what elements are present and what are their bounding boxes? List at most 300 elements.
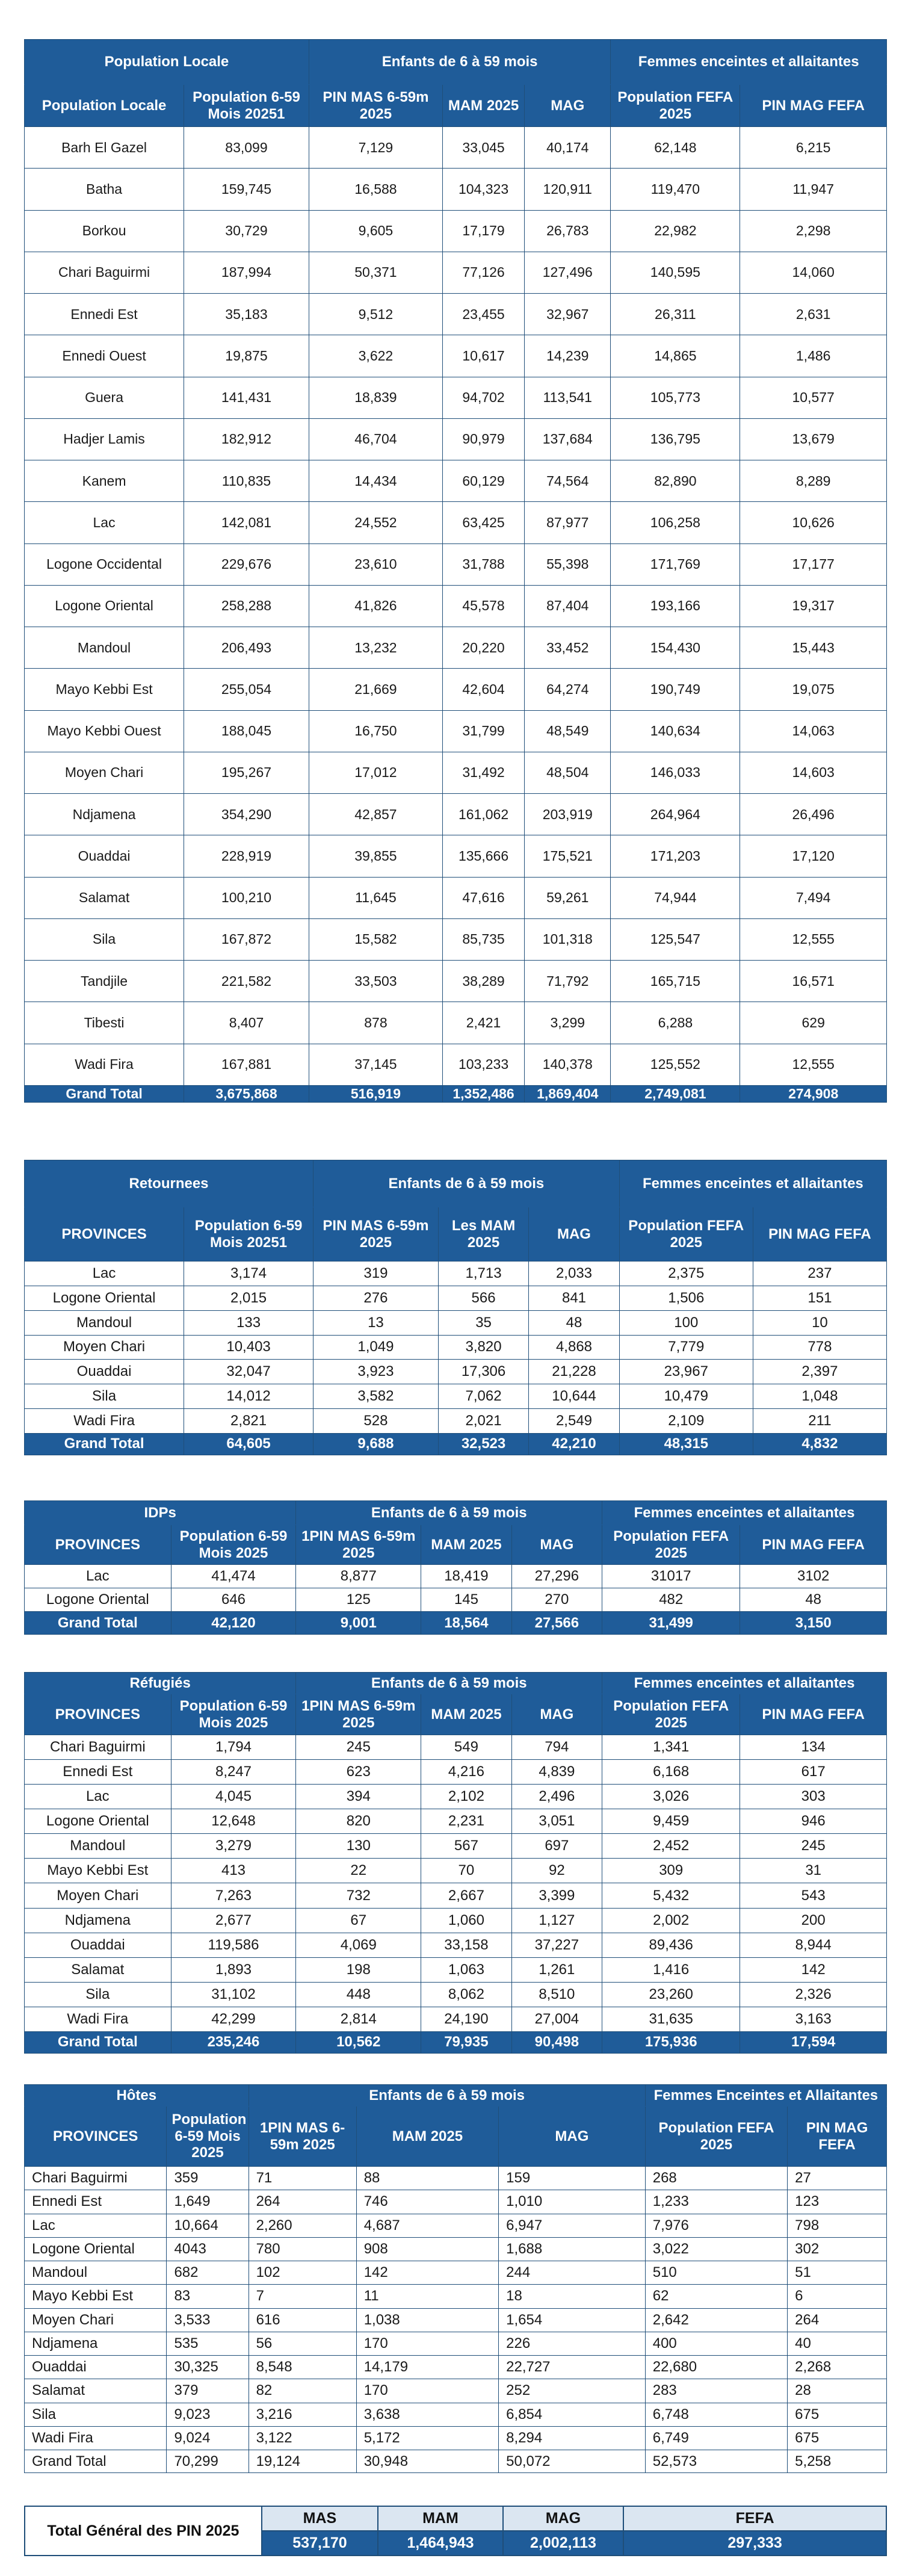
- table-cell: 7,779: [619, 1335, 753, 1360]
- table-cell: 268: [645, 2167, 787, 2190]
- table-cell: 3,533: [167, 2308, 249, 2332]
- table-cell: 24,552: [309, 502, 442, 543]
- row-label: Mayo Kebbi Est: [25, 1859, 171, 1883]
- table-cell: 10,479: [619, 1384, 753, 1409]
- table-cell: 10,403: [184, 1335, 313, 1360]
- table-cell: 35: [438, 1310, 528, 1335]
- table-cell: 154,430: [611, 627, 740, 669]
- table-cell: 7,494: [740, 877, 887, 918]
- table-cell: 7,062: [438, 1384, 528, 1409]
- row-label: Ennedi Est: [25, 294, 184, 335]
- row-label: Ndjamena: [25, 1908, 171, 1933]
- table-cell: 264: [249, 2190, 356, 2214]
- table-cell: 1,049: [313, 1335, 439, 1360]
- table-cell: 10,664: [167, 2214, 249, 2237]
- table-cell: 6,854: [499, 2403, 646, 2426]
- table-row: [25, 502, 887, 543]
- total-cell: 2,749,081: [611, 1085, 740, 1102]
- row-label: Mayo Kebbi Ouest: [25, 710, 184, 752]
- table-row: [25, 2426, 887, 2450]
- table-cell: 8,510: [511, 1982, 602, 2007]
- summary-header: MAG: [503, 2506, 623, 2531]
- column-header: PROVINCES: [25, 1694, 171, 1735]
- column-header: Population 6-59 Mois 2025: [171, 1694, 296, 1735]
- table-cell: 74,564: [525, 460, 611, 502]
- table-cell: 145: [421, 1588, 511, 1612]
- row-label: Lac: [25, 1785, 171, 1809]
- table-cell: 302: [788, 2237, 887, 2261]
- table-cell: 140,378: [525, 1044, 611, 1085]
- column-header: PROVINCES: [25, 1525, 171, 1565]
- table-row: [25, 335, 887, 377]
- table-cell: 42,857: [309, 794, 442, 835]
- table-cell: 67: [296, 1908, 421, 1933]
- total-cell: 10,562: [296, 2031, 421, 2053]
- column-header: MAG: [499, 2107, 646, 2167]
- table-cell: 7,129: [309, 127, 442, 169]
- table-cell: 102: [249, 2261, 356, 2285]
- column-header: PIN MAG FEFA: [740, 85, 887, 127]
- grand-total-row: [25, 1612, 887, 1635]
- table-cell: 379: [167, 2379, 249, 2403]
- table-cell: 19,075: [740, 669, 887, 710]
- table-cell: 2,260: [249, 2214, 356, 2237]
- table-cell: 101,318: [525, 918, 611, 960]
- row-label: Mandoul: [25, 2261, 167, 2285]
- column-header: PIN MAG FEFA: [788, 2107, 887, 2167]
- group-header-row: [25, 40, 887, 85]
- column-header: Les MAM 2025: [438, 1207, 528, 1262]
- table-cell: 1,654: [499, 2308, 646, 2332]
- table-cell: 22: [296, 1859, 421, 1883]
- table-row: [25, 2379, 887, 2403]
- table-cell: 110,835: [184, 460, 309, 502]
- total-cell: 1,869,404: [525, 1085, 611, 1102]
- table-cell: 188,045: [184, 710, 309, 752]
- table-cell: 60,129: [442, 460, 524, 502]
- table-cell: 33,452: [525, 627, 611, 669]
- table-row: [25, 877, 887, 918]
- table-cell: 2,677: [171, 1908, 296, 1933]
- table-cell: 8,407: [184, 1002, 309, 1044]
- table-cell: 1,893: [171, 1957, 296, 1982]
- table-cell: 14,603: [740, 752, 887, 793]
- table-cell: 908: [356, 2237, 498, 2261]
- table-cell: 11,645: [309, 877, 442, 918]
- table-cell: 245: [296, 1735, 421, 1760]
- table-cell: 2,631: [740, 294, 887, 335]
- table-cell: 6,288: [611, 1002, 740, 1044]
- column-header: Population FEFA 2025: [602, 1525, 740, 1565]
- table-cell: 142,081: [184, 502, 309, 543]
- table-cell: 2,298: [740, 210, 887, 252]
- table-cell: 125,552: [611, 1044, 740, 1085]
- table-cell: 170: [356, 2379, 498, 2403]
- table-cell: 3,163: [740, 2007, 887, 2031]
- table-cell: 2,814: [296, 2007, 421, 2031]
- table-cell: 841: [529, 1286, 619, 1310]
- table-row: [25, 961, 887, 1002]
- table-cell: 14,239: [525, 335, 611, 377]
- row-label: Wadi Fira: [25, 1409, 184, 1434]
- group-header: Retournees: [25, 1160, 313, 1207]
- table-cell: 283: [645, 2379, 787, 2403]
- table-cell: 20,220: [442, 627, 524, 669]
- total-cell: 64,605: [184, 1433, 313, 1455]
- total-label: Grand Total: [25, 1612, 171, 1635]
- table-row: [25, 1883, 887, 1908]
- total-label: Grand Total: [25, 2450, 167, 2473]
- table-row: [25, 1785, 887, 1809]
- table-cell: 3,174: [184, 1262, 313, 1286]
- table-cell: 17,306: [438, 1360, 528, 1384]
- table-cell: 63,425: [442, 502, 524, 543]
- table-row: [25, 543, 887, 585]
- table-row: [25, 710, 887, 752]
- table-cell: 13,679: [740, 418, 887, 460]
- table-cell: 19,317: [740, 585, 887, 627]
- table-row: [25, 1908, 887, 1933]
- table-cell: 167,872: [184, 918, 309, 960]
- table-row: [25, 2214, 887, 2237]
- group-header: Enfants de 6 à 59 mois: [313, 1160, 620, 1207]
- table-row: [25, 669, 887, 710]
- group-header-row: [25, 1160, 887, 1207]
- table-cell: 106,258: [611, 502, 740, 543]
- table-cell: 127,496: [525, 252, 611, 293]
- table-cell: 23,610: [309, 543, 442, 585]
- table-cell: 33,158: [421, 1933, 511, 1957]
- table-cell: 616: [249, 2308, 356, 2332]
- table-cell: 2,033: [529, 1262, 619, 1286]
- table-cell: 3102: [740, 1565, 887, 1588]
- table-cell: 38,289: [442, 961, 524, 1002]
- table-cell: 137,684: [525, 418, 611, 460]
- row-label: Sila: [25, 1982, 171, 2007]
- row-label: Logone Oriental: [25, 1286, 184, 1310]
- table-cell: 140,634: [611, 710, 740, 752]
- column-header-row: [25, 1207, 887, 1262]
- table-cell: 1,688: [499, 2237, 646, 2261]
- table-cell: 3,582: [313, 1384, 439, 1409]
- table-cell: 309: [602, 1859, 740, 1883]
- table-cell: 125: [296, 1588, 421, 1612]
- table-cell: 878: [309, 1002, 442, 1044]
- summary-value: 537,170: [262, 2531, 378, 2556]
- table-cell: 3,279: [171, 1834, 296, 1859]
- group-header: Femmes enceintes et allaitantes: [611, 40, 887, 85]
- total-cell: 18,564: [421, 1612, 511, 1635]
- table-cell: 4,839: [511, 1760, 602, 1785]
- table-cell: 1,486: [740, 335, 887, 377]
- table-cell: 22,680: [645, 2356, 787, 2379]
- table-row: [25, 2356, 887, 2379]
- total-cell: 30,948: [356, 2450, 498, 2473]
- table-cell: 3,026: [602, 1785, 740, 1809]
- table-cell: 1,048: [753, 1384, 886, 1409]
- table-cell: 510: [645, 2261, 787, 2285]
- table-cell: 4,069: [296, 1933, 421, 1957]
- table-cell: 6,749: [645, 2426, 787, 2450]
- table-cell: 354,290: [184, 794, 309, 835]
- table-cell: 31: [740, 1859, 887, 1883]
- column-header-row: [25, 85, 887, 127]
- table-cell: 4,216: [421, 1760, 511, 1785]
- table-cell: 946: [740, 1809, 887, 1834]
- table-cell: 31,799: [442, 710, 524, 752]
- table-retournees: [24, 1160, 887, 1455]
- column-header-row: [25, 1694, 887, 1735]
- table-cell: 11,947: [740, 169, 887, 210]
- row-label: Logone Oriental: [25, 1588, 171, 1612]
- table-cell: 229,676: [184, 543, 309, 585]
- table-cell: 32,047: [184, 1360, 313, 1384]
- table-cell: 9,023: [167, 2403, 249, 2426]
- table-cell: 105,773: [611, 377, 740, 418]
- table-cell: 206,493: [184, 627, 309, 669]
- table-cell: 2,109: [619, 1409, 753, 1434]
- column-header: 1PIN MAS 6-59m 2025: [249, 2107, 356, 2167]
- summary-header: MAS: [262, 2506, 378, 2531]
- table-cell: 62,148: [611, 127, 740, 169]
- table-cell: 14,179: [356, 2356, 498, 2379]
- total-cell: 274,908: [740, 1085, 887, 1102]
- table-cell: 48,549: [525, 710, 611, 752]
- table-cell: 16,588: [309, 169, 442, 210]
- table-cell: 37,227: [511, 1933, 602, 1957]
- table-cell: 6,947: [499, 2214, 646, 2237]
- table-cell: 56: [249, 2332, 356, 2355]
- column-header: MAG: [525, 85, 611, 127]
- group-header: Enfants de 6 à 59 mois: [249, 2085, 645, 2107]
- table-cell: 159: [499, 2167, 646, 2190]
- total-cell: 42,210: [529, 1433, 619, 1455]
- table-cell: 17,179: [442, 210, 524, 252]
- table-idps: [24, 1500, 887, 1634]
- total-cell: 3,675,868: [184, 1085, 309, 1102]
- row-label: Tandjile: [25, 961, 184, 1002]
- table-row: [25, 1982, 887, 2007]
- table-row: [25, 627, 887, 669]
- column-header: 1PIN MAS 6-59m 2025: [296, 1694, 421, 1735]
- table-cell: 2,102: [421, 1785, 511, 1809]
- total-cell: 52,573: [645, 2450, 787, 2473]
- summary-header: FEFA: [623, 2506, 886, 2531]
- row-label: Logone Oriental: [25, 1809, 171, 1834]
- total-cell: 5,258: [788, 2450, 887, 2473]
- total-cell: 235,246: [171, 2031, 296, 2053]
- row-label: Lac: [25, 2214, 167, 2237]
- summary-value: 297,333: [623, 2531, 886, 2556]
- total-cell: 48,315: [619, 1433, 753, 1455]
- table-cell: 4,687: [356, 2214, 498, 2237]
- row-label: Lac: [25, 502, 184, 543]
- row-label: Ennedi Ouest: [25, 335, 184, 377]
- table-row: [25, 835, 887, 877]
- row-label: Ouaddai: [25, 1360, 184, 1384]
- table-cell: 55,398: [525, 543, 611, 585]
- table-cell: 732: [296, 1883, 421, 1908]
- table-cell: 14,063: [740, 710, 887, 752]
- table-row: [25, 585, 887, 627]
- table-row: [25, 1859, 887, 1883]
- row-label: Ennedi Est: [25, 2190, 167, 2214]
- column-header: MAG: [511, 1525, 602, 1565]
- table-row: [25, 2332, 887, 2355]
- table-cell: 46,704: [309, 418, 442, 460]
- table-cell: 14,865: [611, 335, 740, 377]
- table-cell: 190,749: [611, 669, 740, 710]
- table-cell: 3,122: [249, 2426, 356, 2450]
- total-cell: 175,936: [602, 2031, 740, 2053]
- table-cell: 30,729: [184, 210, 309, 252]
- table-cell: 400: [645, 2332, 787, 2355]
- table-cell: 13: [313, 1310, 439, 1335]
- group-header: Réfugiés: [25, 1673, 296, 1694]
- row-label: Sila: [25, 918, 184, 960]
- column-header: Population 6-59 Mois 2025: [171, 1525, 296, 1565]
- table-cell: 31,635: [602, 2007, 740, 2031]
- table-cell: 23,455: [442, 294, 524, 335]
- table-cell: 10,617: [442, 335, 524, 377]
- table-cell: 2,421: [442, 1002, 524, 1044]
- table-cell: 59,261: [525, 877, 611, 918]
- row-label: Salamat: [25, 877, 184, 918]
- table-cell: 6: [788, 2285, 887, 2308]
- table-cell: 5,172: [356, 2426, 498, 2450]
- table-cell: 211: [753, 1409, 886, 1434]
- table-cell: 2,021: [438, 1409, 528, 1434]
- table-row: [25, 2167, 887, 2190]
- table-cell: 8,294: [499, 2426, 646, 2450]
- table-cell: 24,190: [421, 2007, 511, 2031]
- column-header: MAM 2025: [421, 1694, 511, 1735]
- row-label: Wadi Fira: [25, 2426, 167, 2450]
- table-cell: 14,434: [309, 460, 442, 502]
- total-label: Grand Total: [25, 1085, 184, 1102]
- group-header-row: [25, 2085, 887, 2107]
- table-cell: 48: [740, 1588, 887, 1612]
- row-label: Mandoul: [25, 1310, 184, 1335]
- table-cell: 33,045: [442, 127, 524, 169]
- table-cell: 83,099: [184, 127, 309, 169]
- row-label: Tibesti: [25, 1002, 184, 1044]
- table-row: [25, 377, 887, 418]
- row-label: Borkou: [25, 210, 184, 252]
- total-cell: 90,498: [511, 2031, 602, 2053]
- table-row: [25, 1809, 887, 1834]
- table-cell: 27,004: [511, 2007, 602, 2031]
- column-header: Population FEFA 2025: [611, 85, 740, 127]
- table-row: [25, 2190, 887, 2214]
- table-cell: 2,268: [788, 2356, 887, 2379]
- column-header-row: [25, 2107, 887, 2167]
- row-label: Wadi Fira: [25, 2007, 171, 2031]
- table-cell: 17,012: [309, 752, 442, 793]
- row-label: Wadi Fira: [25, 1044, 184, 1085]
- table-row: [25, 1044, 887, 1085]
- table-cell: 161,062: [442, 794, 524, 835]
- row-label: Chari Baguirmi: [25, 2167, 167, 2190]
- table-cell: 42,604: [442, 669, 524, 710]
- table-row: [25, 2007, 887, 2031]
- table-cell: 5,432: [602, 1883, 740, 1908]
- total-cell: 17,594: [740, 2031, 887, 2053]
- total-cell: 3,150: [740, 1612, 887, 1635]
- table-cell: 33,503: [309, 961, 442, 1002]
- table-row: [25, 2308, 887, 2332]
- table-row: [25, 918, 887, 960]
- row-label: Mandoul: [25, 1834, 171, 1859]
- table-cell: 646: [171, 1588, 296, 1612]
- row-label: Chari Baguirmi: [25, 252, 184, 293]
- table-cell: 2,002: [602, 1908, 740, 1933]
- table-row: [25, 1286, 887, 1310]
- table-cell: 1,127: [511, 1908, 602, 1933]
- table-cell: 35,183: [184, 294, 309, 335]
- table-row: [25, 127, 887, 169]
- table-cell: 9,605: [309, 210, 442, 252]
- table-cell: 359: [167, 2167, 249, 2190]
- table-cell: 258,288: [184, 585, 309, 627]
- table-cell: 1,060: [421, 1908, 511, 1933]
- table-row: [25, 169, 887, 210]
- table-cell: 41,474: [171, 1565, 296, 1588]
- table-row: [25, 1335, 887, 1360]
- table-row: [25, 1957, 887, 1982]
- row-label: Sila: [25, 2403, 167, 2426]
- column-header: Population 6-59 Mois 20251: [184, 1207, 313, 1262]
- table-cell: 77,126: [442, 252, 524, 293]
- table-cell: 2,015: [184, 1286, 313, 1310]
- table-cell: 10: [753, 1310, 886, 1335]
- table-cell: 245: [740, 1834, 887, 1859]
- table-cell: 1,794: [171, 1735, 296, 1760]
- table-cell: 629: [740, 1002, 887, 1044]
- table-row: [25, 2237, 887, 2261]
- group-header: IDPs: [25, 1501, 296, 1525]
- table-cell: 134: [740, 1735, 887, 1760]
- table-cell: 83: [167, 2285, 249, 2308]
- table-cell: 31,788: [442, 543, 524, 585]
- table-cell: 2,549: [529, 1409, 619, 1434]
- table-cell: 18,839: [309, 377, 442, 418]
- table-cell: 11: [356, 2285, 498, 2308]
- column-header: MAM 2025: [442, 85, 524, 127]
- group-header: Enfants de 6 à 59 mois: [296, 1673, 602, 1694]
- table-cell: 135,666: [442, 835, 524, 877]
- total-cell: 79,935: [421, 2031, 511, 2053]
- total-label: Grand Total: [25, 1433, 184, 1455]
- column-header: PIN MAG FEFA: [753, 1207, 886, 1262]
- table-cell: 8,877: [296, 1565, 421, 1588]
- total-cell: 31,499: [602, 1612, 740, 1635]
- table-cell: 617: [740, 1760, 887, 1785]
- table-cell: 2,326: [740, 1982, 887, 2007]
- group-header: Femmes enceintes et allaitantes: [602, 1673, 887, 1694]
- column-header: PIN MAG FEFA: [740, 1525, 887, 1565]
- table-cell: 6,215: [740, 127, 887, 169]
- table-cell: 3,399: [511, 1883, 602, 1908]
- table-cell: 8,944: [740, 1933, 887, 1957]
- row-label: Logone Occidental: [25, 543, 184, 585]
- column-header: Population FEFA 2025: [619, 1207, 753, 1262]
- table-cell: 170: [356, 2332, 498, 2355]
- total-cell: 19,124: [249, 2450, 356, 2473]
- table-cell: 130: [296, 1834, 421, 1859]
- table-cell: 13,232: [309, 627, 442, 669]
- table-cell: 125,547: [611, 918, 740, 960]
